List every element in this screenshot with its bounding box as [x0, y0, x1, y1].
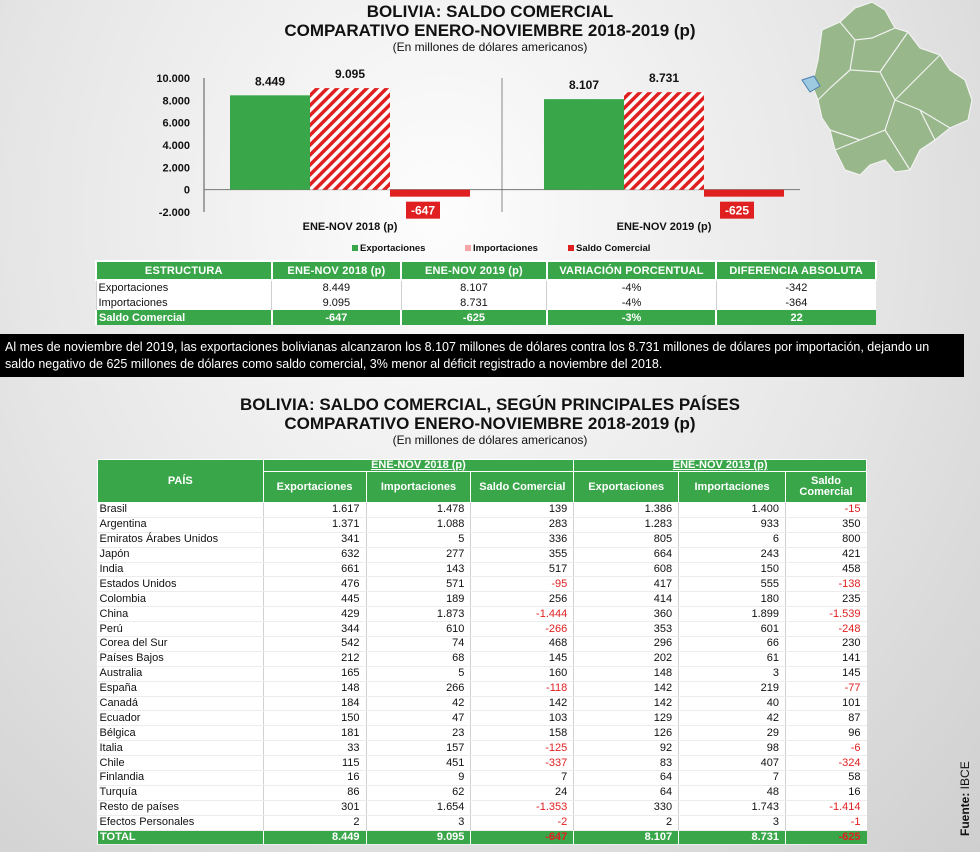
- summary-header-row: [96, 261, 876, 280]
- y-tick-label: 6.000: [162, 117, 190, 130]
- data-label: 9.095: [334, 67, 366, 82]
- col-saldo-2018: Saldo Comercial: [471, 472, 574, 503]
- table-row: [98, 666, 867, 681]
- table-row: [98, 547, 867, 562]
- table-cell: 142: [471, 696, 574, 711]
- bolivia-map-icon: [800, 0, 980, 180]
- table-cell: 230: [786, 637, 867, 652]
- table-row: [98, 756, 867, 771]
- table-cell: 126: [574, 726, 679, 741]
- country-name: España: [98, 681, 264, 696]
- country-name: Japón: [98, 547, 264, 562]
- table-cell: 58: [786, 771, 867, 786]
- table-cell: 800: [786, 532, 867, 547]
- table-cell: 64: [574, 771, 679, 786]
- table-cell: 148: [263, 681, 366, 696]
- table-cell: 145: [786, 666, 867, 681]
- table-cell: -248: [786, 622, 867, 637]
- summary-total-cell: 22: [716, 310, 876, 325]
- country-name: Chile: [98, 756, 264, 771]
- table-cell: 142: [574, 696, 679, 711]
- country-name: Perú: [98, 622, 264, 637]
- table-row: [98, 637, 867, 652]
- table-cell: 42: [366, 696, 471, 711]
- table-cell: 610: [366, 622, 471, 637]
- table-cell: 360: [574, 607, 679, 622]
- table-cell: 148: [574, 666, 679, 681]
- country-name: India: [98, 562, 264, 577]
- country-name: Estados Unidos: [98, 577, 264, 592]
- table-cell: 219: [679, 681, 786, 696]
- table-cell: 87: [786, 711, 867, 726]
- summary-table: [95, 260, 877, 325]
- table-cell: 661: [263, 562, 366, 577]
- table-cell: 157: [366, 741, 471, 756]
- table-cell: 344: [263, 622, 366, 637]
- summary-header: ENE-NOV 2019 (p): [401, 261, 547, 280]
- total-cell: 8.107: [574, 830, 679, 845]
- table-cell: 350: [786, 517, 867, 532]
- table-cell: 1.088: [366, 517, 471, 532]
- table-cell: 62: [366, 785, 471, 800]
- table-cell: -1.353: [471, 800, 574, 815]
- country-name: Ecuador: [98, 711, 264, 726]
- total-row: [98, 830, 867, 845]
- table-row: [98, 711, 867, 726]
- summary-row: [96, 280, 876, 295]
- table-cell: 1.371: [263, 517, 366, 532]
- table-cell: 145: [471, 651, 574, 666]
- country-name: Turquía: [98, 785, 264, 800]
- summary-total-label: Saldo Comercial: [96, 310, 272, 325]
- legend-label: Saldo Comercial: [576, 243, 651, 254]
- table-cell: 417: [574, 577, 679, 592]
- table-row: [98, 741, 867, 756]
- table-cell: 1.283: [574, 517, 679, 532]
- table-cell: 517: [471, 562, 574, 577]
- table-cell: 429: [263, 607, 366, 622]
- table-row: [98, 503, 867, 518]
- country-name: Corea del Sur: [98, 637, 264, 652]
- table-cell: 7: [471, 771, 574, 786]
- table-cell: 1.386: [574, 503, 679, 518]
- table-cell: 143: [366, 562, 471, 577]
- x-category-label: ENE-NOV 2018 (p): [302, 221, 398, 233]
- summary-row-label: Exportaciones: [96, 280, 272, 295]
- table-cell: 7: [679, 771, 786, 786]
- data-label: -625: [724, 203, 750, 218]
- table-cell: 355: [471, 547, 574, 562]
- col-pais-header: PAÍS: [98, 460, 264, 503]
- total-cell: 9.095: [366, 830, 471, 845]
- col-imp-2018: Importaciones: [366, 472, 471, 503]
- table-cell: 165: [263, 666, 366, 681]
- summary-cell: 8.107: [401, 280, 547, 295]
- bar-exportaciones: [230, 95, 310, 189]
- country-name: China: [98, 607, 264, 622]
- total-cell: -625: [786, 830, 867, 845]
- summary-cell: 9.095: [272, 295, 402, 310]
- table-cell: 476: [263, 577, 366, 592]
- summary-total-cell: -3%: [547, 310, 717, 325]
- table-cell: 141: [786, 651, 867, 666]
- summary-cell: -342: [716, 280, 876, 295]
- table-cell: -1.414: [786, 800, 867, 815]
- table-row: [98, 607, 867, 622]
- table-cell: -77: [786, 681, 867, 696]
- table-cell: 61: [679, 651, 786, 666]
- table-cell: 103: [471, 711, 574, 726]
- table-row: [98, 577, 867, 592]
- summary-row-label: Importaciones: [96, 295, 272, 310]
- table-cell: 115: [263, 756, 366, 771]
- bar-importaciones: [624, 92, 704, 189]
- table-cell: 330: [574, 800, 679, 815]
- table-cell: 2: [574, 815, 679, 830]
- table-cell: 150: [263, 711, 366, 726]
- table-row: [98, 815, 867, 830]
- table-cell: 23: [366, 726, 471, 741]
- section2-subtitle: (En millones de dólares americanos): [392, 433, 588, 447]
- table-cell: 1.873: [366, 607, 471, 622]
- table-cell: 86: [263, 785, 366, 800]
- country-name: Bélgica: [98, 726, 264, 741]
- section2-title-line1: BOLIVIA: SALDO COMERCIAL, SEGÚN PRINCIPALES PAÍSES: [240, 395, 740, 414]
- table-cell: 92: [574, 741, 679, 756]
- table-row: [98, 785, 867, 800]
- countries-table: [97, 459, 867, 845]
- table-cell: 83: [574, 756, 679, 771]
- table-cell: 664: [574, 547, 679, 562]
- table-cell: 341: [263, 532, 366, 547]
- table-cell: 3: [679, 666, 786, 681]
- col-saldo-2019: Saldo Comercial: [786, 472, 867, 503]
- table-cell: 5: [366, 666, 471, 681]
- table-cell: -125: [471, 741, 574, 756]
- table-cell: 74: [366, 637, 471, 652]
- y-tick-label: -2.000: [158, 207, 190, 219]
- table-cell: 101: [786, 696, 867, 711]
- country-name: Resto de países: [98, 800, 264, 815]
- bar-saldo-comercial: [704, 190, 784, 197]
- table-cell: 805: [574, 532, 679, 547]
- data-label: 8.731: [648, 71, 680, 86]
- table-cell: -6: [786, 741, 867, 756]
- table-row: [98, 800, 867, 815]
- table-cell: 1.400: [679, 503, 786, 518]
- table-cell: 301: [263, 800, 366, 815]
- table-cell: 202: [574, 651, 679, 666]
- table-cell: -95: [471, 577, 574, 592]
- legend-label: Exportaciones: [360, 243, 426, 254]
- bar-saldo-comercial: [390, 190, 470, 197]
- table-row: [98, 651, 867, 666]
- summary-header: DIFERENCIA ABSOLUTA: [716, 261, 876, 280]
- table-cell: 212: [263, 651, 366, 666]
- table-cell: 129: [574, 711, 679, 726]
- bar-importaciones: [310, 88, 390, 190]
- summary-cell: -4%: [547, 280, 717, 295]
- table-cell: -138: [786, 577, 867, 592]
- table-cell: 1.617: [263, 503, 366, 518]
- data-label: 8.107: [568, 78, 600, 93]
- table-row: [98, 726, 867, 741]
- table-cell: 601: [679, 622, 786, 637]
- table-cell: 445: [263, 592, 366, 607]
- table-cell: 184: [263, 696, 366, 711]
- summary-cell: -364: [716, 295, 876, 310]
- table-cell: -1.444: [471, 607, 574, 622]
- country-name: Países Bajos: [98, 651, 264, 666]
- table-cell: 68: [366, 651, 471, 666]
- table-cell: 64: [574, 785, 679, 800]
- summary-note: Al mes de noviembre del 2019, las exportaciones bolivianas alcanzaron los 8.107 millones de dólares contra los 8.731 millones de dólares por importación, dejando un saldo negativo de 625 millones de dólares como saldo comercial, 3% menor al déficit registrado a noviembre del 2018.: [0, 334, 964, 377]
- table-cell: 6: [679, 532, 786, 547]
- table-cell: 29: [679, 726, 786, 741]
- summary-header: VARIACIÓN PORCENTUAL: [547, 261, 717, 280]
- x-category-label: ENE-NOV 2019 (p): [616, 221, 712, 233]
- table-cell: 555: [679, 577, 786, 592]
- table-row: [98, 532, 867, 547]
- table-cell: 571: [366, 577, 471, 592]
- group-2019-header: ENE-NOV 2019 (p): [574, 460, 867, 472]
- total-label: TOTAL: [98, 830, 264, 845]
- countries-group-row: [98, 460, 867, 472]
- summary-cell: 8.449: [272, 280, 402, 295]
- table-cell: -324: [786, 756, 867, 771]
- country-name: Canadá: [98, 696, 264, 711]
- source-credit: [958, 761, 972, 836]
- table-cell: 283: [471, 517, 574, 532]
- legend-label: Importaciones: [473, 243, 538, 254]
- table-cell: 42: [679, 711, 786, 726]
- legend-swatch: [568, 245, 574, 251]
- table-cell: 180: [679, 592, 786, 607]
- country-name: Italia: [98, 741, 264, 756]
- table-cell: 451: [366, 756, 471, 771]
- y-tick-label: 2.000: [162, 162, 190, 175]
- y-tick-label: 10.000: [156, 73, 190, 85]
- table-cell: 407: [679, 756, 786, 771]
- table-cell: 16: [786, 785, 867, 800]
- table-cell: 243: [679, 547, 786, 562]
- table-cell: 414: [574, 592, 679, 607]
- table-cell: 266: [366, 681, 471, 696]
- summary-header: ESTRUCTURA: [96, 261, 272, 280]
- table-cell: 458: [786, 562, 867, 577]
- bar-exportaciones: [544, 99, 624, 190]
- table-cell: 1.654: [366, 800, 471, 815]
- country-name: Brasil: [98, 503, 264, 518]
- table-cell: -266: [471, 622, 574, 637]
- table-cell: 421: [786, 547, 867, 562]
- data-label: -647: [410, 203, 436, 218]
- table-cell: 66: [679, 637, 786, 652]
- table-cell: 47: [366, 711, 471, 726]
- summary-total-cell: -625: [401, 310, 547, 325]
- country-name: Australia: [98, 666, 264, 681]
- y-tick-label: 8.000: [162, 95, 190, 108]
- summary-total-row: [96, 310, 876, 325]
- legend-swatch: [465, 245, 471, 251]
- table-cell: 1.743: [679, 800, 786, 815]
- table-cell: -118: [471, 681, 574, 696]
- table-cell: 632: [263, 547, 366, 562]
- top-bar-chart: [150, 65, 810, 260]
- table-cell: 48: [679, 785, 786, 800]
- summary-cell: 8.731: [401, 295, 547, 310]
- summary-cell: -4%: [547, 295, 717, 310]
- table-row: [98, 696, 867, 711]
- table-cell: 24: [471, 785, 574, 800]
- table-cell: 98: [679, 741, 786, 756]
- country-name: Emiratos Árabes Unidos: [98, 532, 264, 547]
- table-cell: 158: [471, 726, 574, 741]
- country-name: Colombia: [98, 592, 264, 607]
- table-row: [98, 622, 867, 637]
- table-cell: 40: [679, 696, 786, 711]
- table-cell: 181: [263, 726, 366, 741]
- table-cell: 256: [471, 592, 574, 607]
- main-subtitle: (En millones de dólares americanos): [392, 40, 588, 54]
- y-tick-label: 0: [183, 184, 190, 197]
- table-cell: -1.539: [786, 607, 867, 622]
- table-cell: 336: [471, 532, 574, 547]
- table-cell: 608: [574, 562, 679, 577]
- table-cell: 5: [366, 532, 471, 547]
- summary-header: ENE-NOV 2018 (p): [272, 261, 402, 280]
- table-cell: 1.478: [366, 503, 471, 518]
- table-cell: 468: [471, 637, 574, 652]
- source-value: IBCE: [958, 761, 972, 790]
- legend-swatch: [352, 245, 358, 251]
- section2-title-line2: COMPARATIVO ENERO-NOVIEMBRE 2018-2019 (p): [284, 414, 696, 433]
- table-cell: 277: [366, 547, 471, 562]
- table-cell: 542: [263, 637, 366, 652]
- section2-header: [0, 395, 980, 448]
- col-exp-2019: Exportaciones: [574, 472, 679, 503]
- table-cell: -2: [471, 815, 574, 830]
- summary-total-cell: -647: [272, 310, 402, 325]
- table-row: [98, 681, 867, 696]
- col-exp-2018: Exportaciones: [263, 472, 366, 503]
- table-cell: 142: [574, 681, 679, 696]
- table-cell: 353: [574, 622, 679, 637]
- table-row: [98, 517, 867, 532]
- table-cell: 296: [574, 637, 679, 652]
- col-imp-2019: Importaciones: [679, 472, 786, 503]
- table-cell: 1.899: [679, 607, 786, 622]
- table-cell: 2: [263, 815, 366, 830]
- table-cell: 189: [366, 592, 471, 607]
- data-label: 8.449: [254, 74, 286, 89]
- total-cell: 8.731: [679, 830, 786, 845]
- table-row: [98, 771, 867, 786]
- country-name: Efectos Personales: [98, 815, 264, 830]
- source-label: Fuente:: [958, 792, 972, 836]
- table-cell: 33: [263, 741, 366, 756]
- table-cell: 235: [786, 592, 867, 607]
- main-title-line1: BOLIVIA: SALDO COMERCIAL: [366, 2, 614, 21]
- main-title-line2: COMPARATIVO ENERO-NOVIEMBRE 2018-2019 (p): [284, 21, 696, 40]
- group-2018-header: ENE-NOV 2018 (p): [263, 460, 574, 472]
- table-cell: 3: [366, 815, 471, 830]
- table-cell: 96: [786, 726, 867, 741]
- table-cell: 933: [679, 517, 786, 532]
- table-cell: 139: [471, 503, 574, 518]
- table-cell: -337: [471, 756, 574, 771]
- total-cell: -647: [471, 830, 574, 845]
- country-name: Finlandia: [98, 771, 264, 786]
- country-name: Argentina: [98, 517, 264, 532]
- table-cell: -15: [786, 503, 867, 518]
- table-cell: 160: [471, 666, 574, 681]
- y-tick-label: 4.000: [162, 140, 190, 152]
- table-cell: -1: [786, 815, 867, 830]
- table-cell: 9: [366, 771, 471, 786]
- table-cell: 150: [679, 562, 786, 577]
- table-row: [98, 562, 867, 577]
- summary-row: [96, 295, 876, 310]
- table-cell: 16: [263, 771, 366, 786]
- table-cell: 3: [679, 815, 786, 830]
- table-row: [98, 592, 867, 607]
- total-cell: 8.449: [263, 830, 366, 845]
